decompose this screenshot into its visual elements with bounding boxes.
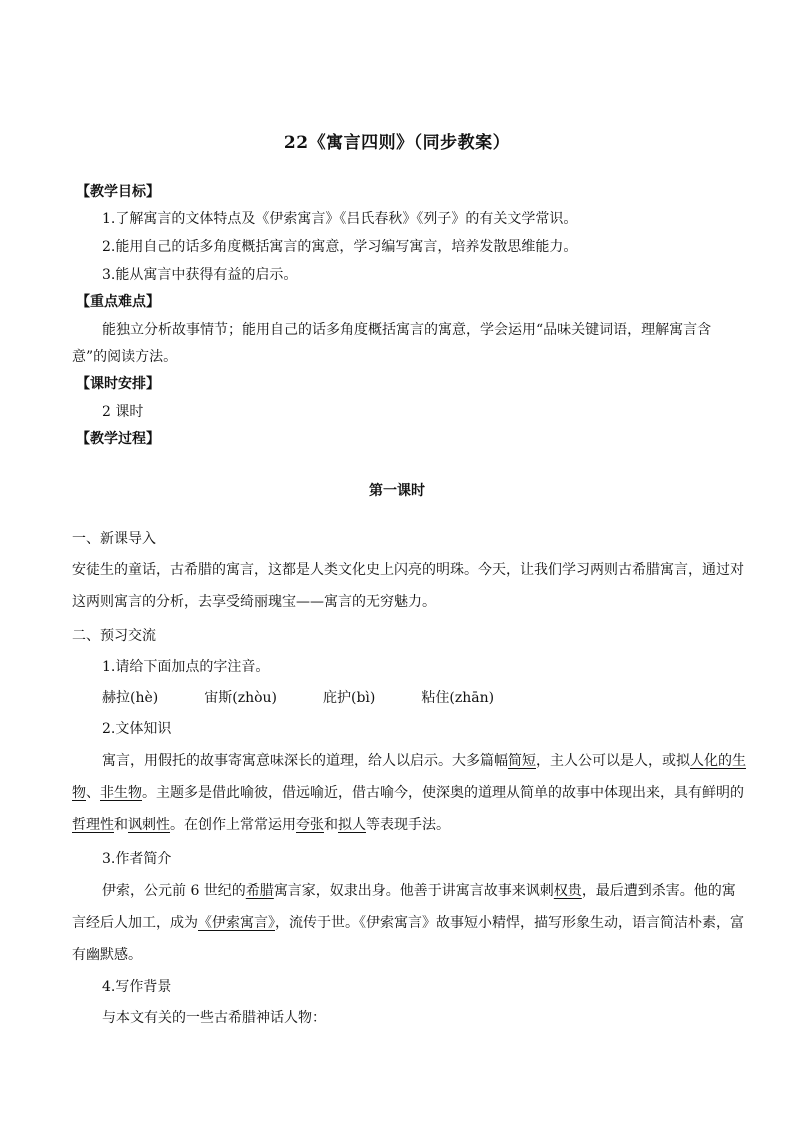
key-points-line-2: 意”的阅读方法。 — [72, 349, 178, 365]
author-text: 言经后人加工，成为 — [72, 915, 198, 931]
goal-item-1: 1.了解寓言的文体特点及《伊索寓言》《吕氏春秋》《列子》的有关文学常识。 — [102, 211, 578, 227]
genre-underlined: 哲理性 — [72, 817, 114, 833]
author-text: 伊索，公元前 6 世纪的 — [102, 883, 246, 899]
question-1: 1.请给下面加点的字注音。 — [102, 659, 270, 675]
pinyin-item: 庇护(bì) — [323, 690, 376, 706]
genre-line-3 — [72, 814, 450, 834]
genre-underlined: 讽刺性 — [128, 817, 170, 833]
question-2: 2.文体知识 — [102, 721, 172, 737]
author-underlined: 权贵 — [553, 883, 582, 899]
genre-underlined: 夸张 — [296, 817, 324, 833]
key-points-line-1: 能独立分析故事情节；能用自己的话多角度概括寓言的寓意，学会运用“品味关键词语，理解寓言含 — [102, 322, 712, 338]
pinyin-row — [102, 687, 494, 707]
genre-underlined: 物 — [72, 785, 86, 801]
author-text: 寓言家，奴隶出身。他善于讲寓言故事来讽刺 — [273, 883, 554, 899]
heading-teaching-goals: 【教学目标】 — [76, 184, 160, 200]
genre-line-1 — [102, 750, 746, 770]
schedule-text: 2 课时 — [102, 404, 144, 420]
pinyin-item: 宙斯(zhòu) — [204, 690, 277, 706]
author-line-3: 有幽默感。 — [72, 947, 142, 963]
genre-underlined: 简短 — [508, 753, 536, 769]
part1-line-1: 安徒生的童话，古希腊的寓言，这都是人类文化史上闪亮的明珠。今天，让我们学习两则古希腊寓言，通过对 — [72, 562, 744, 578]
heading-teaching-process: 【教学过程】 — [76, 431, 160, 447]
genre-text: 。主题多是借此喻彼，借远喻近，借古喻今，使深奥的道理从简单的故事中体现出来，具有鲜明的 — [142, 785, 744, 801]
goal-item-3: 3.能从寓言中获得有益的启示。 — [102, 267, 298, 283]
genre-text: 寓言，用假托的故事寄寓意味深长的道理，给人以启示。大多篇幅 — [102, 753, 508, 769]
genre-underlined: 拟人 — [338, 817, 366, 833]
genre-text: 等表现手法。 — [366, 817, 450, 833]
genre-text: 、 — [86, 785, 100, 801]
genre-underlined: 人化的生 — [690, 753, 746, 769]
genre-text: 和 — [324, 817, 338, 833]
author-underlined: 希腊 — [245, 883, 274, 899]
pinyin-item: 粘住(zhān) — [421, 690, 495, 706]
author-underlined: 《伊索寓言》 — [198, 915, 275, 931]
part1-heading: 一、新课导入 — [72, 531, 156, 547]
lesson-title: 第一课时 — [369, 483, 425, 499]
goal-item-2: 2.能用自己的话多角度概括寓言的寓意，学习编写寓言，培养发散思维能力。 — [102, 239, 578, 255]
question-4: 4.写作背景 — [102, 979, 172, 995]
background-text: 与本文有关的一些古希腊神话人物： — [102, 1010, 326, 1026]
pinyin-item: 赫拉(hè) — [102, 690, 159, 706]
question-3: 3.作者简介 — [102, 851, 172, 867]
author-text: ，流传于世。《伊索寓言》故事短小精悍，描写形象生动，语言简洁朴素，富 — [275, 915, 744, 931]
genre-text: 。在创作上常常运用 — [170, 817, 296, 833]
genre-text: 和 — [114, 817, 128, 833]
document-title: 22《寓言四则》（同步教案） — [283, 133, 511, 153]
part1-line-2: 这两则寓言的分析，去享受绮丽瑰宝——寓言的无穷魅力。 — [72, 594, 436, 610]
part2-heading: 二、预习交流 — [72, 628, 156, 644]
heading-schedule: 【课时安排】 — [76, 376, 160, 392]
author-line-1 — [102, 880, 736, 900]
author-text: ，最后遭到杀害。他的寓 — [581, 883, 736, 899]
genre-line-2 — [72, 782, 744, 802]
genre-underlined: 非生物 — [100, 785, 142, 801]
genre-text: ，主人公可以是人，或拟 — [536, 753, 690, 769]
heading-key-points: 【重点难点】 — [76, 294, 160, 310]
author-line-2 — [72, 912, 744, 932]
